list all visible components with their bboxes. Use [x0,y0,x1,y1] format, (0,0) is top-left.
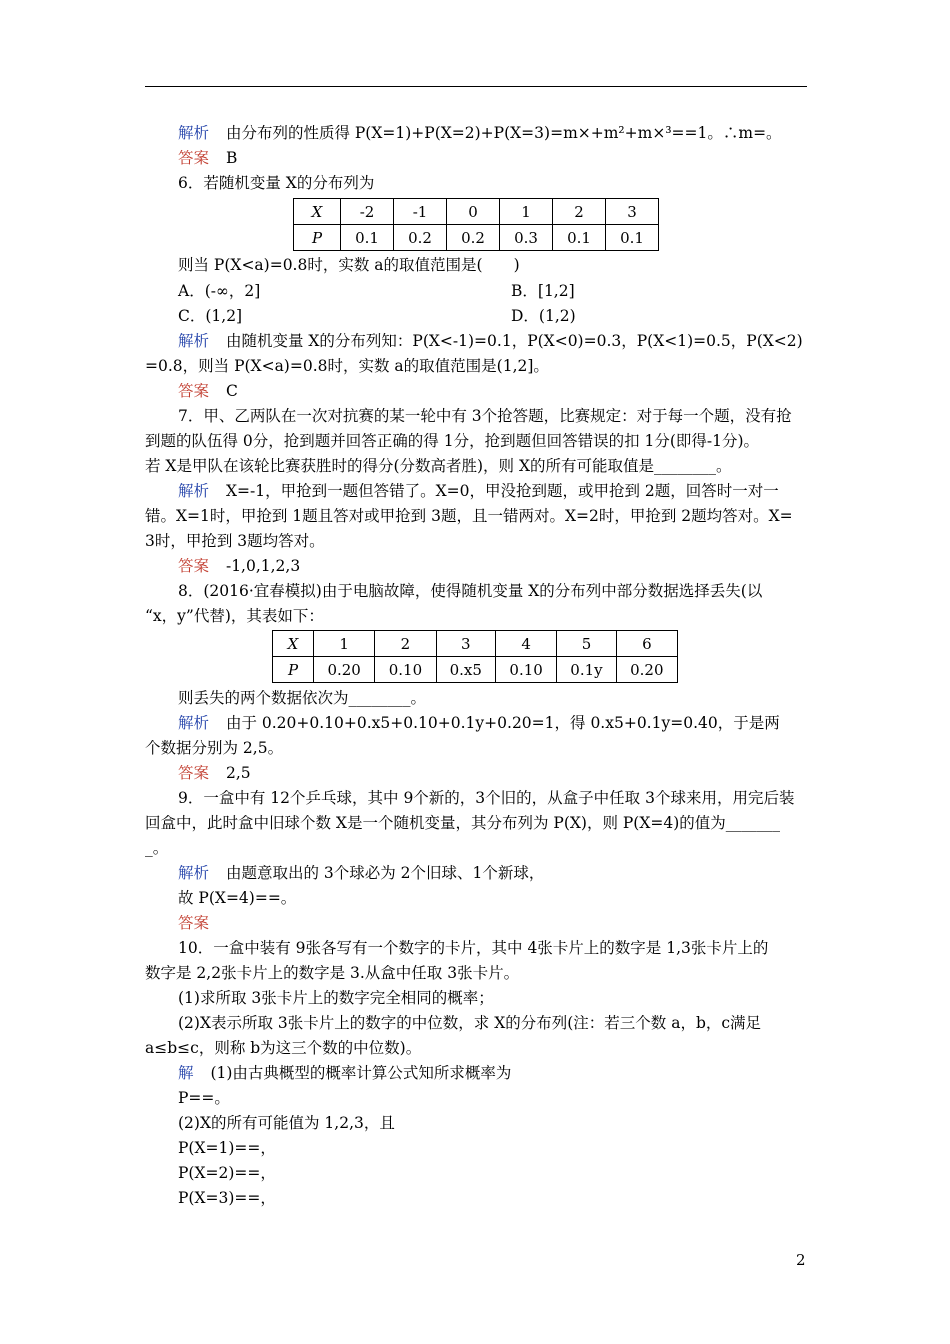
table-cell: 0.20 [314,657,375,683]
table-cell: 0.x5 [436,657,495,683]
solution-label: 解 [178,1064,194,1082]
table-cell: 0.2 [447,225,500,251]
question-6-text: 则当 P(X<a)=0.8时，实数 a的取值范围是( ) [178,256,520,274]
table-cell: 3 [606,199,659,225]
analysis-label: 解析 [178,124,210,142]
table-cell: X [273,631,314,657]
text: 由分布列的性质得 P(X=1)+P(X=2)+P(X=3)=m×+m²+m×³==1。∴m=。 [225,124,782,142]
question-7: 7．甲、乙两队在一次对抗赛的某一轮中有 3个抢答题，比赛规定：对于每一个题，没有抢 [178,407,792,425]
distribution-table-8 [272,630,678,683]
table-cell: 0.1 [341,225,394,251]
table-cell: 0.1 [606,225,659,251]
analysis-label: 解析 [178,714,210,732]
question-9: 9．一盒中有 12个乒乓球，其中 9个新的，3个旧的，从盒子中任取 3个球来用，用完后装 [178,789,795,807]
answer-line [178,381,238,401]
table-cell: 5 [557,631,616,657]
table-row [294,199,659,225]
answer-label: 答案 [178,149,210,167]
solution-line: P(X=2)==， [178,1164,276,1182]
text: 由题意取出的 3个球必为 2个旧球、1个新球， [225,864,545,882]
answer-line [178,556,300,576]
solution-line: P(X=3)==， [178,1189,276,1207]
question-8: 8．(2016·宜春模拟)由于电脑故障，使得随机变量 X的分布列中部分数据选择丢失(以 [178,582,763,600]
table-cell: 4 [495,631,556,657]
table-cell: 0.3 [500,225,553,251]
solution-line [178,481,779,501]
table-cell: 2 [553,199,606,225]
question-8: 则丢失的两个数据依次为________。 [178,689,427,707]
question-10: (2)X表示所取 3张卡片上的数字的中位数，求 X的分布列(注：若三个数 a，b，c满足 [178,1014,762,1032]
solution-line [178,123,782,143]
solution-line: 故 P(X=4)==。 [178,889,297,907]
solution-line: P==。 [178,1089,230,1107]
answer-line [178,763,251,783]
table-cell: -2 [341,199,394,225]
solution-line: P(X=1)==， [178,1139,276,1157]
text: (1)由古典概型的概率计算公式知所求概率为 [210,1064,512,1082]
analysis-label: 解析 [178,482,210,500]
question-8: “x，y”代替)，其表如下： [145,607,324,625]
table-cell: 0.1 [553,225,606,251]
answer-line [178,913,209,933]
text: B [225,149,238,167]
table-cell: 0.10 [375,657,436,683]
solution-line [178,863,544,883]
table-cell: 0.2 [394,225,447,251]
question-10: 数字是 2,2张卡片上的数字是 3.从盒中任取 3张卡片。 [145,964,520,982]
answer-label: 答案 [178,914,210,932]
distribution-table-6 [293,198,659,251]
table-cell: 0.20 [616,657,677,683]
text: C [225,382,238,400]
question-10: (1)求所取 3张卡片上的数字完全相同的概率； [178,989,494,1007]
table-cell: 3 [436,631,495,657]
text: 由于 0.20+0.10+0.x5+0.10+0.1y+0.20=1，得 0.x5+0.1y=0.40，于是两 [225,714,780,732]
table-cell: 6 [616,631,677,657]
table-cell: 2 [375,631,436,657]
table-cell: 1 [314,631,375,657]
option-d: D．(1,2) [511,307,576,325]
text: 由随机变量 X的分布列知：P(X<-1)=0.1，P(X<0)=0.3，P(X<1)=0.5，P(X<2) [225,332,803,350]
table-cell: P [273,657,314,683]
text: 2,5 [225,764,251,782]
solution-line [178,331,803,351]
question-7: 若 X是甲队在该轮比赛获胜时的得分(分数高者胜)，则 X的所有可能取值是________。 [145,457,732,475]
option-a: A．(-∞，2] [178,282,261,300]
answer-label: 答案 [178,764,210,782]
analysis-label: 解析 [178,864,210,882]
answer-label: 答案 [178,382,210,400]
table-row [294,225,659,251]
solution-line: 错。X=1时，甲抢到 1题且答对或甲抢到 3题，且一错两对。X=2时，甲抢到 2题均答对。X= [145,507,793,525]
text: X=-1，甲抢到一题但答错了。X=0，甲没抢到题，或甲抢到 2题，回答时一对一 [225,482,779,500]
question-9: _。 [145,839,169,857]
text: -1,0,1,2,3 [225,557,301,575]
question-9: 回盒中，此时盒中旧球个数 X是一个随机变量，其分布列为 P(X)，则 P(X=4)的值为_______ [145,814,781,832]
table-cell: 0.10 [495,657,556,683]
table-cell: 0.1y [557,657,616,683]
solution-line [178,713,780,733]
answer-label: 答案 [178,557,210,575]
option-b: B．[1,2] [511,282,575,300]
table-row [273,631,678,657]
table-row [273,657,678,683]
table-cell: X [294,199,341,225]
question-10: a≤b≤c，则称 b为这三个数的中位数)。 [145,1039,422,1057]
table-cell: -1 [394,199,447,225]
table-cell: 1 [500,199,553,225]
solution-line: 3时，甲抢到 3题均答对。 [145,532,325,550]
solution-line [178,1063,511,1083]
solution-line: (2)X的所有可能值为 1,2,3，且 [178,1114,395,1132]
answer-line [178,148,237,168]
option-c: C．(1,2] [178,307,243,325]
page-number: 2 [796,1251,806,1269]
analysis-label: 解析 [178,332,210,350]
header-rule [145,86,807,87]
solution-line: =0.8，则当 P(X<a)=0.8时，实数 a的取值范围是(1,2]。 [145,357,549,375]
question-6: 6．若随机变量 X的分布列为 [178,174,375,192]
question-10: 10．一盒中装有 9张各写有一个数字的卡片，其中 4张卡片上的数字是 1,3张卡片上的 [178,939,769,957]
table-cell: 0 [447,199,500,225]
solution-line: 个数据分别为 2,5。 [145,739,284,757]
question-7: 到题的队伍得 0分，抢到题并回答正确的得 1分，抢到题但回答错误的扣 1分(即得-1分)。 [145,432,760,450]
table-cell: P [294,225,341,251]
